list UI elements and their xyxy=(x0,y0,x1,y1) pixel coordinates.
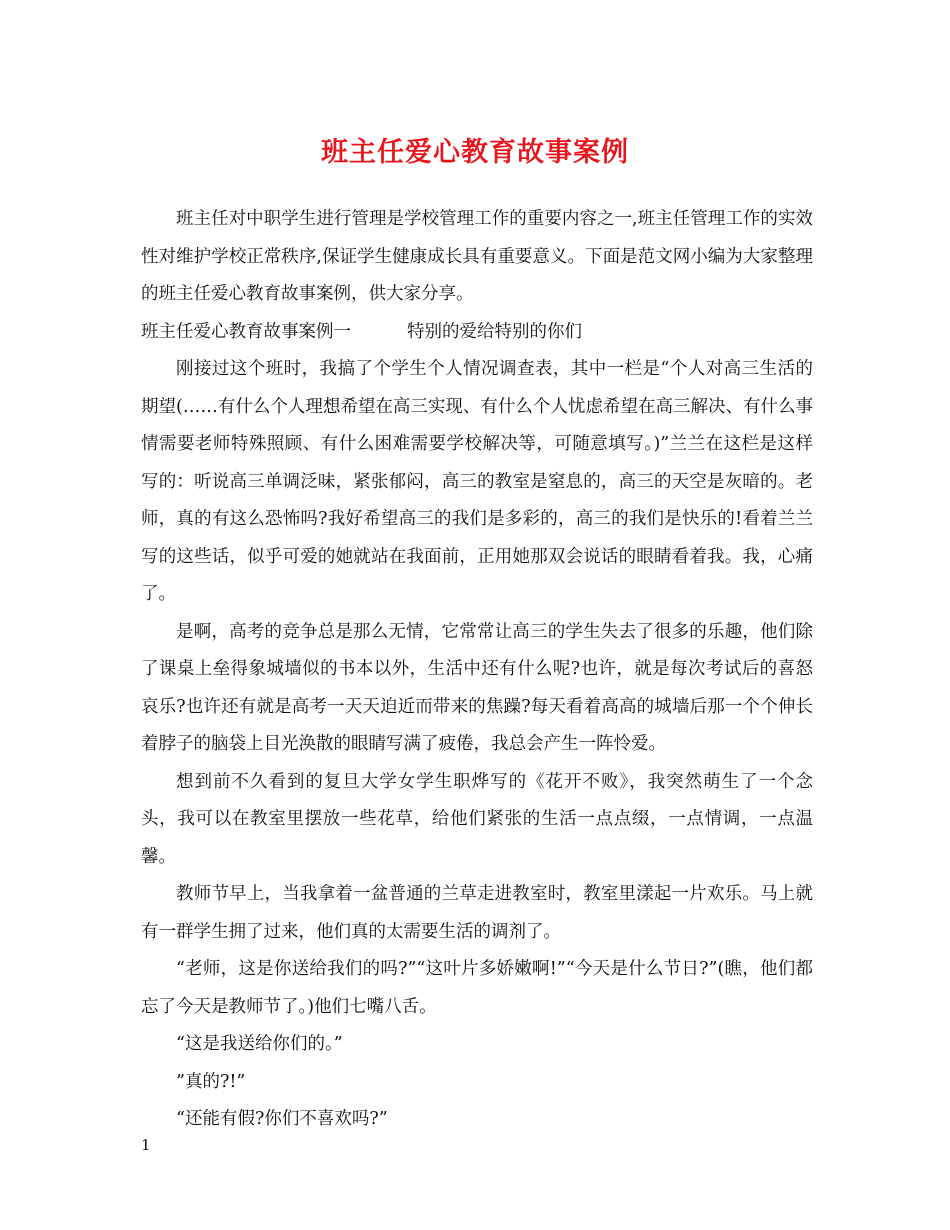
dialogue-line: “这是我送给你们的。” xyxy=(176,1034,343,1054)
page-title: 班主任爱心教育故事案例 xyxy=(321,137,629,168)
dialogue-line: ”真的?!” xyxy=(176,1071,246,1092)
intro-paragraph: 班主任对中职学生进行管理是学校管理工作的重要内容之一,班主任管理工作的实效性对维护学校正常秩序,保证学生健康成长具有重要意义。下面是范文网小编为大家整理的班主任爱心教育故事案例，供大家分享。 xyxy=(141,209,813,304)
body-paragraph: 教师节早上，当我拿着一盆普通的兰草走进教室时，教室里漾起一片欢乐。马上就有一群学生拥了过来，他们真的太需要生活的调剂了。 xyxy=(141,884,813,942)
dialogue-paragraph: “老师，这是你送给我们的吗?”“这叶片多娇嫩啊!”“今天是什么节日?”(瞧，他们都忘了今天是教师节了。)他们七嘴八舌。 xyxy=(141,959,813,1017)
body-paragraph: 是啊，高考的竞争总是那么无情，它常常让高三的学生失去了很多的乐趣，他们除了课桌上垒得象城墙似的书本以外，生活中还有什么呢?也许，就是每次考试后的喜怒哀乐?也许还有就是高考一天天迫近而带来的焦躁?每天看着高高的城墙后那一个个伸长着脖子的脑袋上目光涣散的眼睛写满了疲倦，我总会产生一阵怜爱。 xyxy=(141,621,813,754)
page-number: 1 xyxy=(141,1136,151,1154)
case-heading-subtitle: 特别的爱给特别的你们 xyxy=(407,321,582,342)
body-paragraph: 刚接过这个班时，我搞了个学生个人情况调查表，其中一栏是“个人对高三生活的期望(……有什么个人理想希望在高三实现、有什么个人忧虑希望在高三解决、有什么事情需要老师特殊照顾、有什么困难需要学校解决等，可随意填写。)”兰兰在这栏是这样写的：听说高三单调泛味，紧张郁闷，高三的教室是窒息的，高三的天空是灰暗的。老师，真的有这么恐怖吗?我好希望高三的我们是多彩的，高三的我们是快乐的!看着兰兰写的这些话，似乎可爱的她就站在我面前，正用她那双会说话的眼睛看着我。我，心痛了。 xyxy=(141,359,813,604)
document-body xyxy=(141,201,813,1139)
case-heading-label: 班主任爱心教育故事案例一 xyxy=(141,321,351,342)
body-paragraph: 想到前不久看到的复旦大学女学生职烨写的《花开不败》，我突然萌生了一个念头，我可以在教室里摆放一些花草，给他们紧张的生活一点点缀，一点情调，一点温馨。 xyxy=(141,771,813,867)
case-heading xyxy=(141,314,813,352)
dialogue-line: “还能有假?你们不喜欢吗?” xyxy=(176,1109,388,1129)
